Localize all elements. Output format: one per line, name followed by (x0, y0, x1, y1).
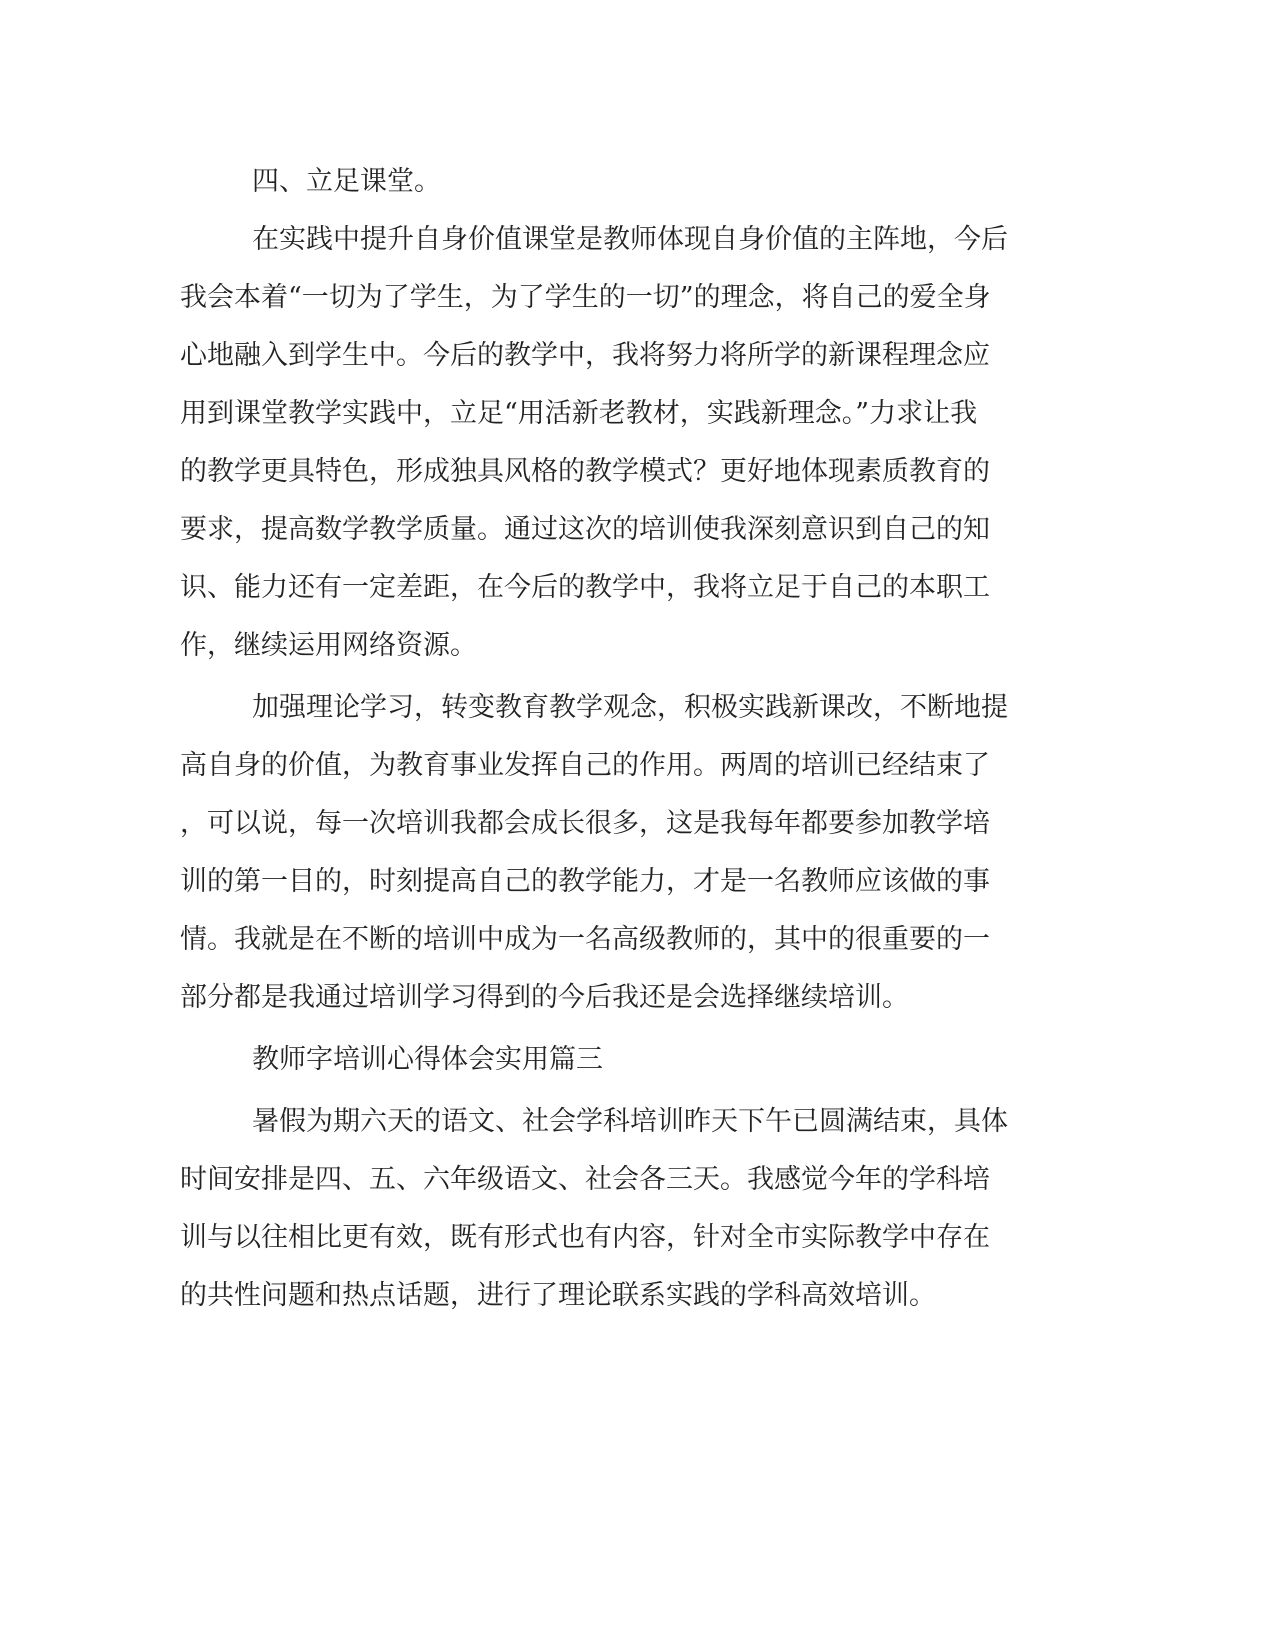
text-line (0, 568, 1275, 608)
text-line (0, 336, 1275, 376)
text-line (0, 920, 1275, 960)
line-text: 高自身的价值，为教育事业发挥自己的作用。两周的培训已经结束了 (180, 750, 990, 781)
line-text: 的教学更具特色，形成独具风格的教学模式？更好地体现素质教育的 (180, 456, 990, 487)
line-text: 部分都是我通过培训学习得到的今后我还是会选择继续培训。 (180, 982, 909, 1013)
text-line (0, 278, 1275, 318)
section-heading (0, 1040, 1275, 1080)
line-text: 四、立足课堂。 (252, 166, 441, 197)
line-text: 情。我就是在不断的培训中成为一名高级教师的，其中的很重要的一 (180, 924, 990, 955)
line-text: 加强理论学习，转变教育教学观念，积极实践新课改，不断地提 (252, 692, 1008, 723)
line-text: 要求，提高数学教学质量。通过这次的培训使我深刻意识到自己的知 (180, 514, 990, 545)
line-text: 时间安排是四、五、六年级语文、社会各三天。我感觉今年的学科培 (180, 1164, 990, 1195)
line-text: 我会本着“一切为了学生，为了学生的一切”的理念，将自己的爱全身 (180, 282, 991, 313)
text-line (0, 746, 1275, 786)
line-text: 心地融入到学生中。今后的教学中，我将努力将所学的新课程理念应 (180, 340, 990, 371)
text-line (0, 804, 1275, 844)
section-heading-text: 教师字培训心得体会实用篇三 (252, 1044, 603, 1075)
line-text: ，可以说，每一次培训我都会成长很多，这是我每年都要参加教学培 (180, 808, 990, 839)
text-line (0, 1218, 1275, 1258)
text-line (0, 394, 1275, 434)
text-line (0, 1102, 1275, 1142)
text-line (0, 862, 1275, 902)
text-line (0, 688, 1275, 728)
text-line (0, 220, 1275, 260)
line-text: 在实践中提升自身价值课堂是教师体现自身价值的主阵地，今后 (252, 224, 1008, 255)
text-line (0, 1160, 1275, 1200)
line-text: 作，继续运用网络资源。 (180, 630, 477, 661)
line-text: 训与以往相比更有效，既有形式也有内容，针对全市实际教学中存在 (180, 1222, 990, 1253)
text-line (0, 510, 1275, 550)
text-line (0, 162, 1275, 202)
line-text: 暑假为期六天的语文、社会学科培训昨天下午已圆满结束，具体 (252, 1106, 1008, 1137)
line-text: 识、能力还有一定差距，在今后的教学中，我将立足于自己的本职工 (180, 572, 990, 603)
text-line (0, 1276, 1275, 1316)
line-text: 的共性问题和热点话题，进行了理论联系实践的学科高效培训。 (180, 1280, 936, 1311)
text-line (0, 452, 1275, 492)
line-text: 训的第一目的，时刻提高自己的教学能力，才是一名教师应该做的事 (180, 866, 990, 897)
text-line (0, 978, 1275, 1018)
line-text: 用到课堂教学实践中，立足“用活新老教材，实践新理念。”力求让我 (180, 398, 978, 429)
text-line (0, 626, 1275, 666)
